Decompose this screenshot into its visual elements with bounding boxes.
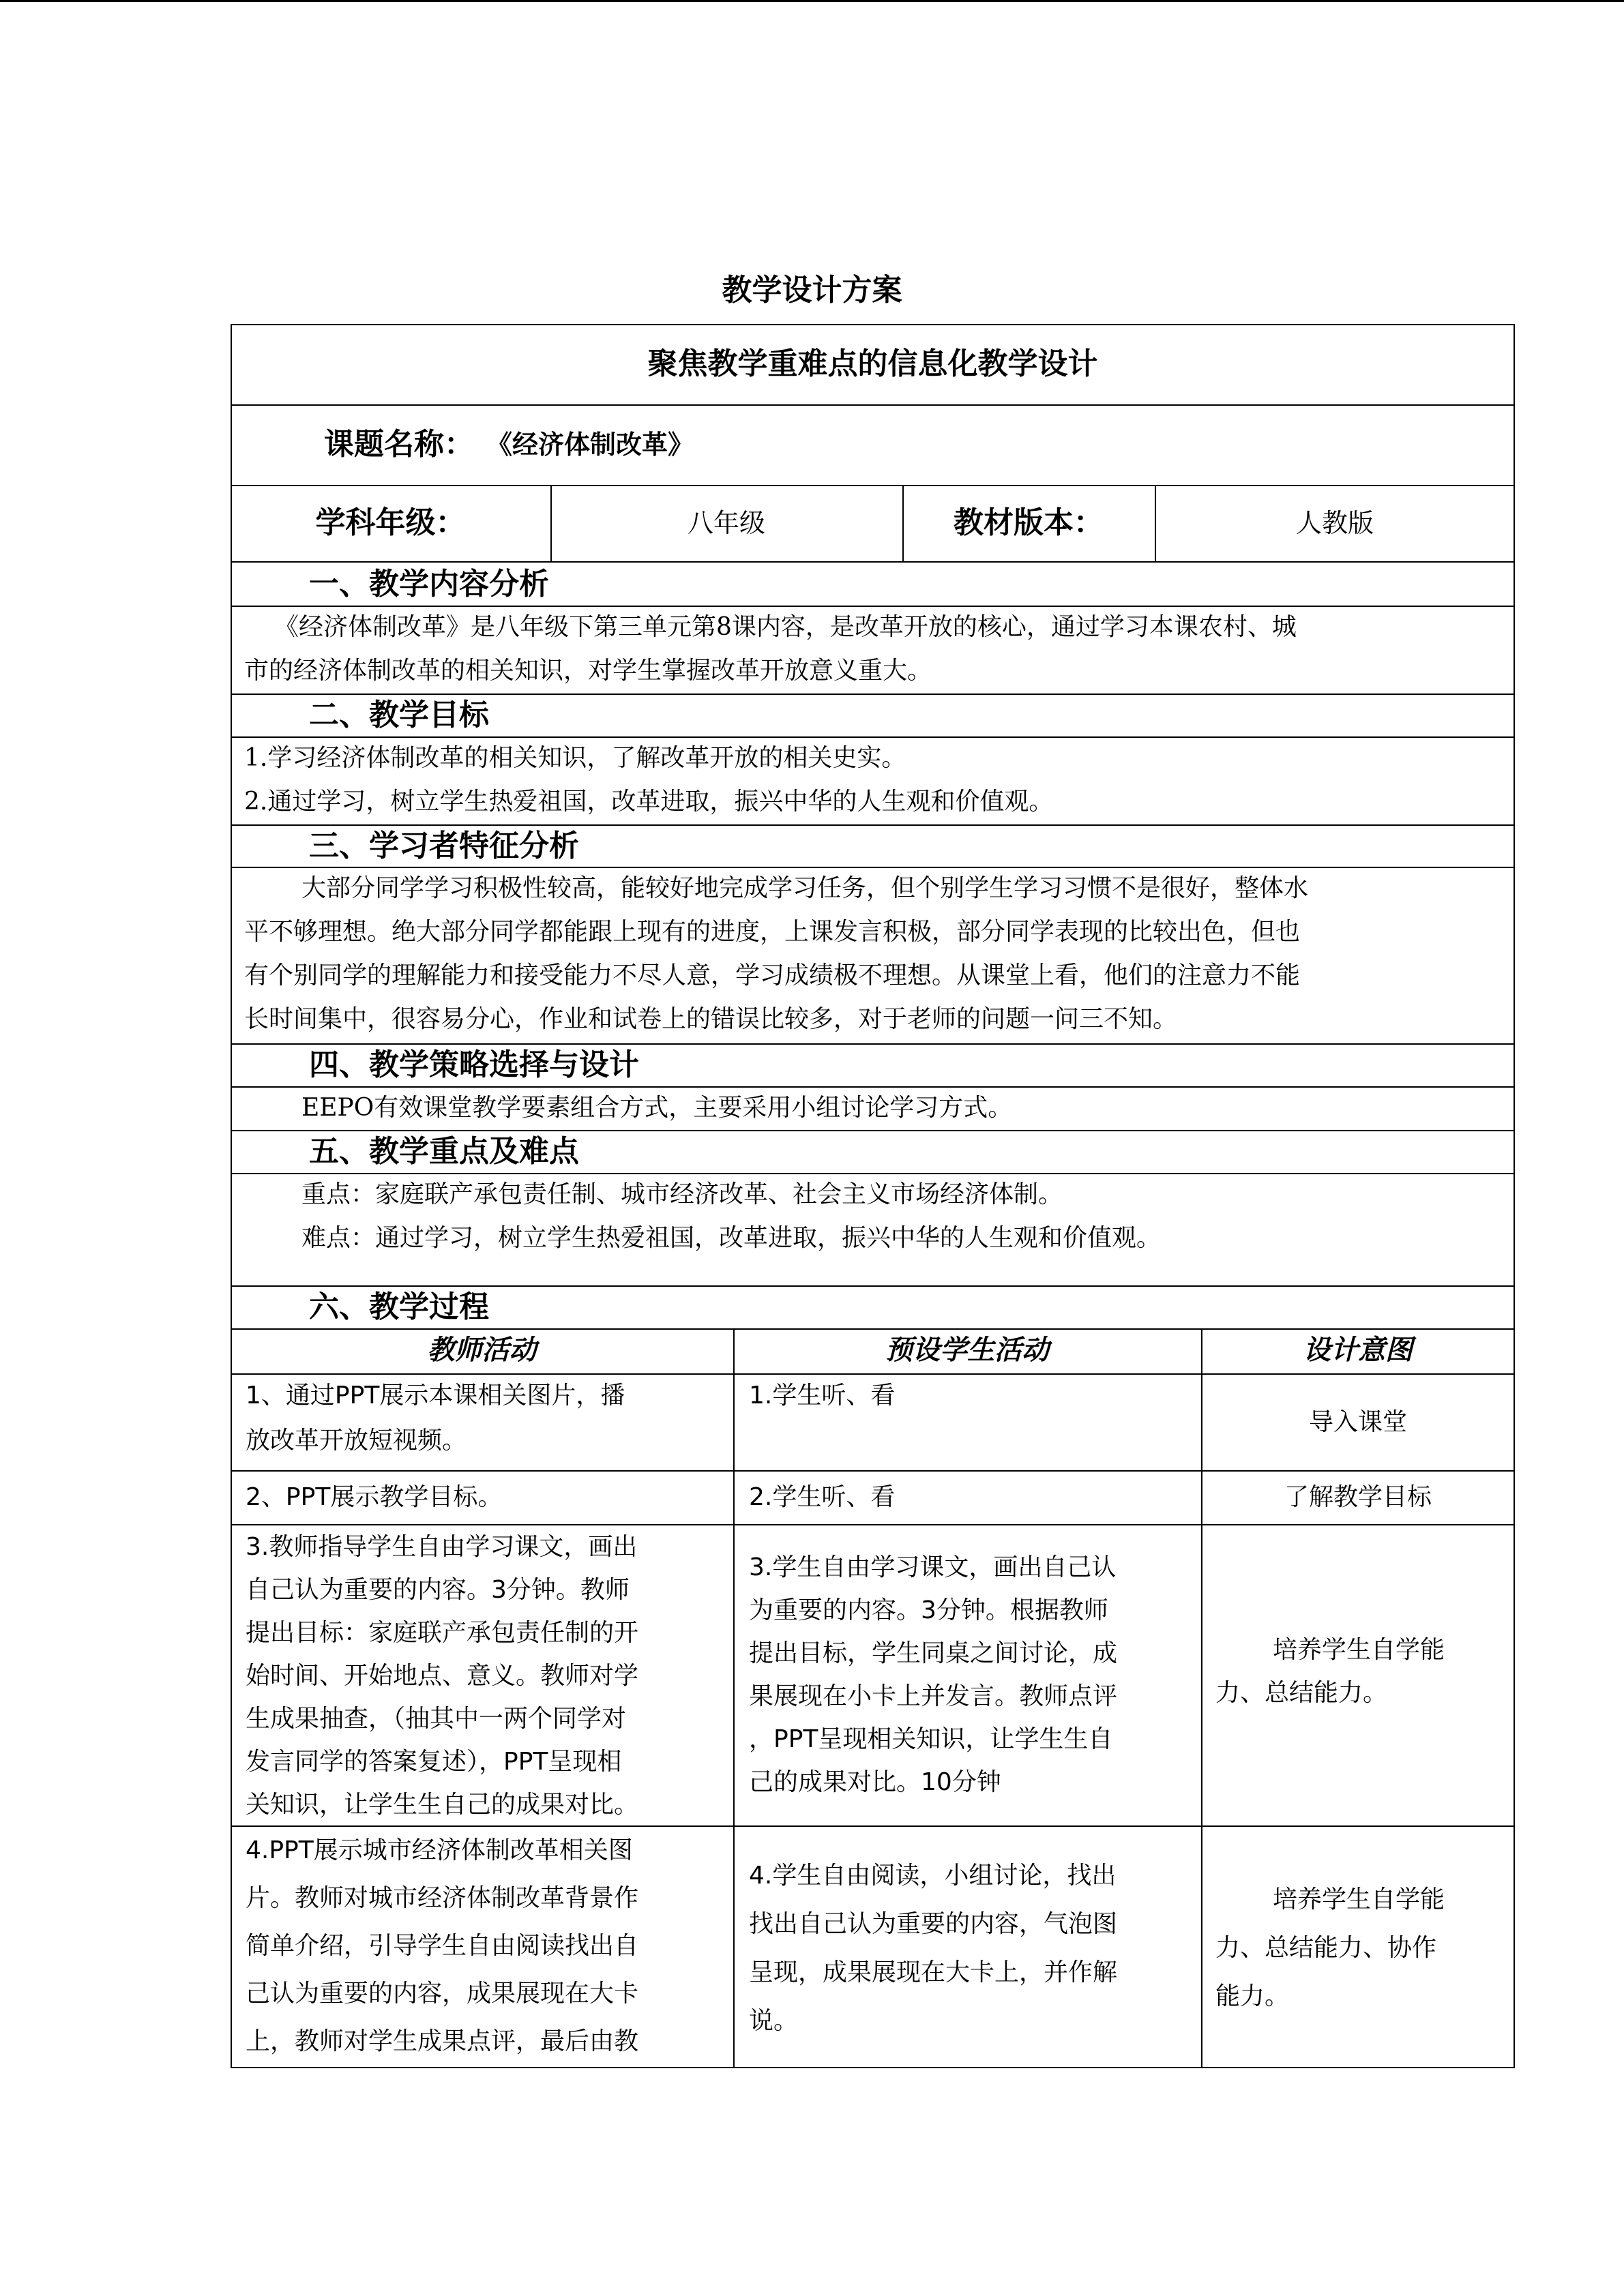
section-title-key-points: 五、教学重点及难点 [309, 1134, 579, 1169]
text-line: 有个别同学的理解能力和接受能力不尽人意，学习成绩极不理想。从课堂上看，他们的注意力不能 [244, 961, 1301, 989]
column-header-intent: 设计意图 [1303, 1334, 1413, 1366]
text-line: 3.学生自由学习课文，画出自己认 [749, 1553, 1117, 1581]
main-heading: 聚焦教学重难点的信息化教学设计 [647, 346, 1098, 381]
text-line: 果展现在小卡上并发言。教师点评 [749, 1682, 1118, 1710]
column-header-teacher: 教师活动 [427, 1334, 537, 1366]
table-rule [231, 561, 1515, 563]
text-line: 3.教师指导学生自由学习课文，画出 [246, 1533, 638, 1561]
text-line: 4.学生自由阅读，小组讨论，找出 [749, 1862, 1117, 1890]
text-line: 上，教师对学生成果点评，最后由教 [246, 2027, 639, 2055]
text-line: ，PPT呈现相关知识，让学生生自 [749, 1725, 1113, 1753]
table-row-1-student [749, 1373, 1192, 1470]
text-line: 2.通过学习，树立学生热爱祖国，改革进取，振兴中华的人生观和价值观。 [244, 788, 1054, 816]
table-row-1-teacher [246, 1373, 726, 1470]
textbook-version-value: 人教版 [1295, 508, 1374, 538]
table-row-3-intent [1215, 1628, 1502, 1724]
table-row-4-teacher [246, 1827, 726, 2067]
topic-label: 课题名称： [324, 427, 474, 462]
topic-value: 《经济体制改革》 [486, 430, 694, 460]
text-line: 己的成果对比。10分钟 [749, 1768, 1001, 1796]
text-line: 培养学生自学能 [1273, 1636, 1445, 1664]
text-line: 己认为重要的内容，成果展现在大卡 [246, 1980, 639, 2008]
teaching-objectives-body [244, 736, 1503, 824]
text-line: 始时间、开始地点、意义。教师对学 [246, 1662, 639, 1690]
text-line: EEPO有效课堂教学要素组合方式，主要采用小组讨论学习方式。 [301, 1094, 1013, 1122]
table-row-2-student [749, 1470, 1192, 1524]
content-analysis-body [244, 606, 1503, 694]
text-line: 4.PPT展示城市经济体制改革相关图 [246, 1836, 633, 1864]
text-line: 提出目标：家庭联产承包责任制的开 [246, 1619, 639, 1647]
page-top-rule [0, 0, 1624, 2]
table-row-2-intent [1202, 1470, 1514, 1524]
section-title-teaching-objectives: 二、教学目标 [309, 698, 489, 732]
table-row-3-student [749, 1546, 1192, 1819]
text-line: 平不够理想。绝大部分同学都能跟上现有的进度，上课发言积极，部分同学表现的比较出色，但也 [244, 918, 1301, 946]
text-line: 大部分同学学习积极性较高，能较好地完成学习任务，但个别学生学习习惯不是很好，整体水 [301, 874, 1309, 902]
learner-analysis-body [244, 867, 1503, 1043]
document-title: 教学设计方案 [722, 273, 902, 308]
text-line: 了解教学目标 [1284, 1483, 1432, 1511]
teaching-strategy-body [244, 1086, 1503, 1130]
table-rule [733, 1328, 735, 2068]
table-row-4-intent [1215, 1875, 1502, 2025]
text-line: 1.学生听、看 [749, 1382, 896, 1410]
text-line: 放改革开放短视频。 [246, 1427, 467, 1455]
text-line: 《经济体制改革》是八年级下第三单元第8课内容，是改革开放的核心，通过学习本课农村、城 [274, 613, 1297, 641]
table-row-3-teacher [246, 1525, 726, 1825]
section-title-learner-analysis: 三、学习者特征分析 [309, 829, 579, 863]
table-row-1-intent [1202, 1373, 1514, 1470]
text-line: 简单介绍，引导学生自由阅读找出自 [246, 1932, 639, 1960]
text-line: 力、总结能力。 [1215, 1679, 1388, 1707]
text-line: 能力。 [1215, 1982, 1290, 2010]
text-line: 片。教师对城市经济体制改革背景作 [246, 1884, 639, 1912]
text-line: 培养学生自学能 [1273, 1885, 1445, 1913]
text-line: 找出自己认为重要的内容，气泡图 [749, 1910, 1118, 1938]
text-line: 长时间集中，很容易分心，作业和试卷上的错误比较多，对于老师的问题一问三不知。 [244, 1005, 1178, 1033]
text-line: 难点：通过学习，树立学生热爱祖国，改革进取，振兴中华的人生观和价值观。 [301, 1224, 1162, 1252]
text-line: 重点：家庭联产承包责任制、城市经济改革、社会主义市场经济体制。 [301, 1180, 1063, 1208]
table-rule [231, 2067, 1515, 2068]
text-line: 关知识，让学生生自己的成果对比。 [246, 1791, 639, 1819]
text-line: 呈现，成果展现在大卡上，并作解 [749, 1958, 1118, 1986]
text-line: 2.学生听、看 [749, 1483, 896, 1511]
text-line: 2、PPT展示教学目标。 [246, 1483, 503, 1511]
subject-grade-value: 八年级 [687, 508, 765, 538]
key-points-body [244, 1173, 1503, 1285]
text-line: 说。 [749, 2007, 799, 2035]
table-row-4-student [749, 1851, 1192, 2056]
section-title-teaching-strategy: 四、教学策略选择与设计 [309, 1047, 639, 1082]
section-title-teaching-process: 六、教学过程 [309, 1289, 489, 1324]
textbook-version-label: 教材版本： [954, 505, 1104, 540]
column-header-student: 预设学生活动 [885, 1334, 1049, 1366]
text-line: 力、总结能力、协作 [1215, 1934, 1437, 1962]
text-line: 1、通过PPT展示本课相关图片，播 [246, 1382, 625, 1410]
table-row-2-teacher [246, 1470, 726, 1524]
lesson-plan-table [231, 324, 1515, 2068]
text-line: 生成果抽查，（抽其中一两个同学对 [246, 1705, 627, 1733]
topic-row [231, 404, 1515, 485]
text-line: 市的经济体制改革的相关知识，对学生掌握改革开放意义重大。 [244, 657, 932, 685]
text-line: 提出目标，学生同桌之间讨论，成 [749, 1639, 1118, 1667]
subject-grade-label: 学科年级： [315, 505, 466, 540]
text-line: 发言同学的答案复述），PPT呈现相 [246, 1748, 622, 1776]
text-line: 导入课堂 [1308, 1408, 1407, 1436]
text-line: 自己认为重要的内容。3分钟。教师 [246, 1576, 630, 1604]
text-line: 1.学习经济体制改革的相关知识，了解改革开放的相关史实。 [244, 744, 906, 772]
section-title-content-analysis: 一、教学内容分析 [309, 567, 549, 601]
text-line: 为重要的内容。3分钟。根据教师 [749, 1596, 1108, 1624]
